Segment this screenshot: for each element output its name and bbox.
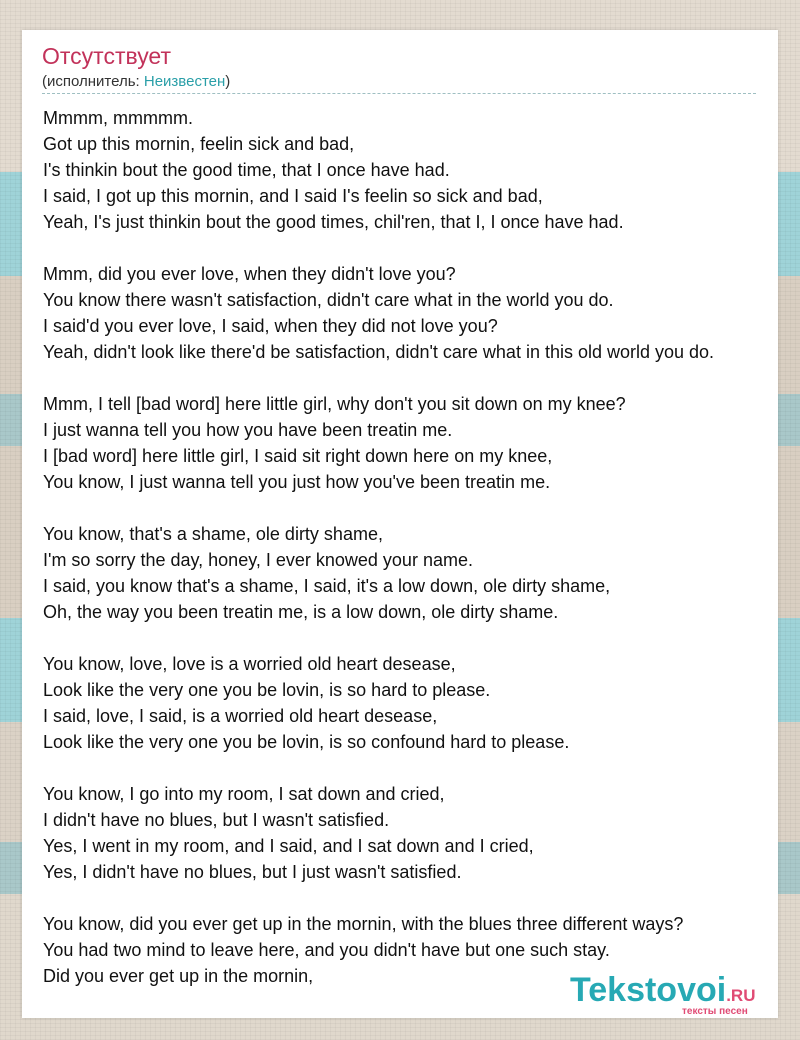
lyric-line: Yes, I didn't have no blues, but I just wasn't satisfied.	[43, 862, 462, 882]
stanza-gap	[43, 365, 800, 391]
artist-suffix: )	[225, 73, 231, 90]
lyric-line: You know, I just wanna tell you just how you've been treatin me.	[43, 472, 551, 492]
stanza-gap	[43, 885, 800, 911]
lyric-line: Oh, the way you been treatin me, is a low down, ole dirty shame.	[43, 602, 559, 622]
stanza-gap	[43, 625, 800, 651]
lyrics-card	[22, 30, 778, 1018]
lyric-line: Yeah, didn't look like there'd be satisfaction, didn't care what in this old world you do.	[43, 342, 715, 362]
lyric-line: I said, I got up this mornin, and I said I's feelin so sick and bad,	[43, 186, 543, 206]
lyric-line: You know, did you ever get up in the mornin, with the blues three different ways?	[43, 914, 684, 934]
lyric-line: You know there wasn't satisfaction, didn't care what in the world you do.	[43, 290, 614, 310]
lyric-line: Yeah, I's just thinkin bout the good times, chil'ren, that I, I once have had.	[43, 212, 624, 232]
lyric-line: You know, love, love is a worried old heart desease,	[43, 654, 456, 674]
song-title: Отсутствует	[42, 43, 171, 69]
logo-tld: .RU	[726, 986, 756, 1005]
lyric-line: Look like the very one you be lovin, is so hard to please.	[43, 680, 491, 700]
lyrics-text	[43, 105, 800, 989]
lyric-line: I said, you know that's a shame, I said, it's a low down, ole dirty shame,	[43, 576, 611, 596]
lyric-line: Look like the very one you be lovin, is so confound hard to please.	[43, 732, 570, 752]
logo-word: Tekstovoi	[570, 971, 727, 1009]
artist-prefix: (исполнитель:	[42, 73, 144, 90]
lyric-line: Yes, I went in my room, and I said, and I sat down and I cried,	[43, 836, 534, 856]
lyric-line: Mmm, did you ever love, when they didn't love you?	[43, 264, 456, 284]
artist-link[interactable]: Неизвестен	[143, 73, 226, 90]
lyric-line: Mmm, I tell [bad word] here little girl, why don't you sit down on my knee?	[43, 394, 626, 414]
lyric-line: I just wanna tell you how you have been treatin me.	[43, 420, 453, 440]
lyric-line: Mmmm, mmmmm.	[43, 108, 193, 128]
lyric-line: I'm so sorry the day, honey, I ever knowed your name.	[43, 550, 473, 570]
lyric-line: Got up this mornin, feelin sick and bad,	[43, 134, 355, 154]
artist-line	[42, 73, 230, 91]
stanza-gap	[43, 755, 800, 781]
lyric-line: I said, love, I said, is a worried old heart desease,	[43, 706, 438, 726]
stanza-gap	[43, 235, 800, 261]
lyric-line: You had two mind to leave here, and you didn't have but one such stay.	[43, 940, 610, 960]
lyric-line: You know, that's a shame, ole dirty shame,	[43, 524, 383, 544]
lyric-line: I's thinkin bout the good time, that I once have had.	[43, 160, 450, 180]
stanza-gap	[43, 495, 800, 521]
lyric-line: Did you ever get up in the mornin,	[43, 966, 314, 986]
site-logo[interactable]	[570, 971, 756, 1017]
lyric-line: I didn't have no blues, but I wasn't satisfied.	[43, 810, 390, 830]
lyric-line: You know, I go into my room, I sat down and cried,	[43, 784, 445, 804]
title-divider	[42, 93, 756, 94]
logo-tagline: тексты песен	[682, 1006, 748, 1017]
lyric-line: I said'd you ever love, I said, when they did not love you?	[43, 316, 498, 336]
lyric-line: I [bad word] here little girl, I said sit right down here on my knee,	[43, 446, 553, 466]
